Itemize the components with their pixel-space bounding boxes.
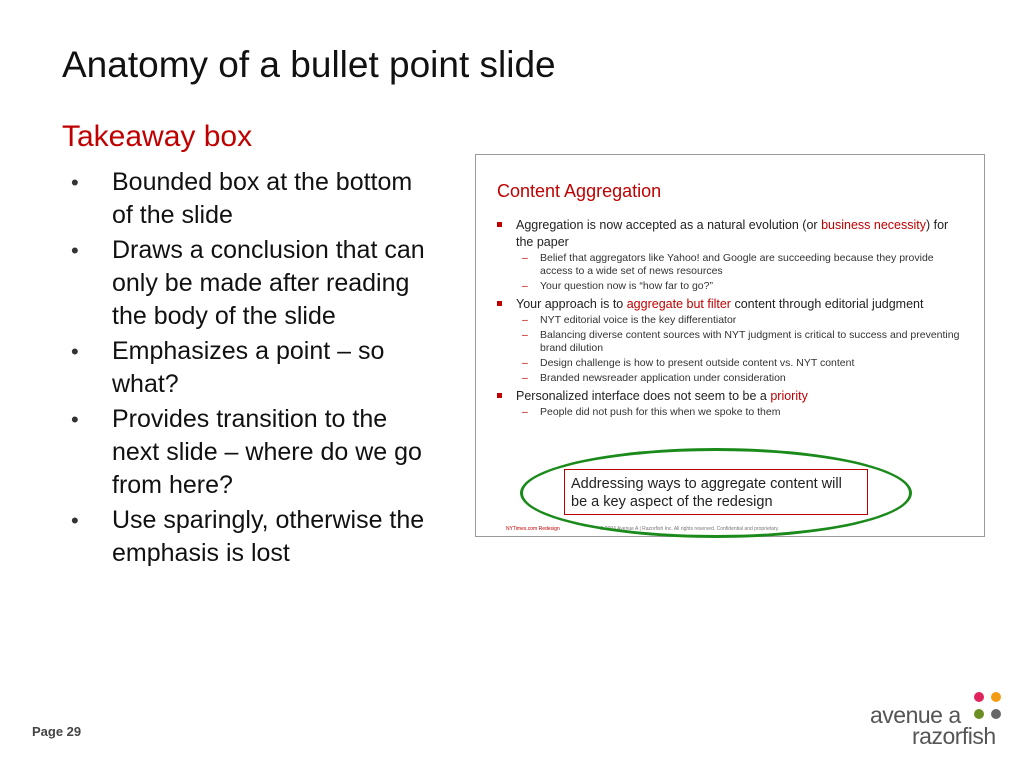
dash-icon: – xyxy=(522,372,528,384)
logo-dot xyxy=(991,692,1001,702)
bullet-text: Use sparingly, otherwise the emphasis is lost xyxy=(112,506,425,567)
thumbnail-highlight: aggregate but filter xyxy=(626,297,731,311)
thumbnail-bullet xyxy=(494,388,964,419)
dash-icon: – xyxy=(522,357,528,369)
bullet-item xyxy=(66,403,438,502)
bullet-text: Draws a conclusion that can only be made after reading the body of the slide xyxy=(112,236,425,330)
dash-icon: – xyxy=(522,280,528,292)
thumbnail-sub-bullet xyxy=(516,314,964,327)
bullet-icon: • xyxy=(71,407,79,432)
thumbnail-sub-text: Design challenge is how to present outside content vs. NYT content xyxy=(540,357,855,369)
square-bullet-icon xyxy=(497,301,502,306)
thumbnail-bullet xyxy=(494,217,964,293)
square-bullet-icon xyxy=(497,222,502,227)
thumbnail-sub-bullet xyxy=(516,357,964,370)
thumbnail-sub-bullet xyxy=(516,372,964,385)
thumbnail-bullet-text: ) for the paper xyxy=(516,218,949,249)
dash-icon: – xyxy=(522,314,528,326)
bullet-item xyxy=(66,166,438,232)
thumbnail-bullet-text: Your approach is to xyxy=(516,297,627,311)
thumbnail-footer-right: © 2004 Avenue A | Razorfish Inc. All rights reserved. Confidential and proprietary. xyxy=(599,526,780,532)
bullet-icon: • xyxy=(71,238,79,263)
dash-icon: – xyxy=(522,406,528,418)
thumbnail-sub-text: Belief that aggregators like Yahoo! and Google are succeeding because they provide access to a wide set of news resources xyxy=(540,252,934,277)
thumbnail-bullet-list xyxy=(494,217,964,422)
example-slide-thumbnail xyxy=(475,154,985,537)
thumbnail-sub-bullet xyxy=(516,252,964,278)
logo-dots-icon xyxy=(974,692,1004,722)
thumbnail-sub-list xyxy=(516,252,964,293)
dash-icon: – xyxy=(522,252,528,264)
logo-dot xyxy=(974,692,984,702)
dash-icon: – xyxy=(522,329,528,341)
thumbnail-footer xyxy=(506,526,779,532)
bullet-list xyxy=(66,166,438,572)
thumbnail-highlight: priority xyxy=(770,389,808,403)
slide-subtitle: Takeaway box xyxy=(62,120,253,153)
thumbnail-sub-bullet xyxy=(516,406,964,419)
takeaway-box: Addressing ways to aggregate content will be a key aspect of the redesign xyxy=(564,469,868,515)
thumbnail-bullet-text: content through editorial judgment xyxy=(730,297,924,311)
thumbnail-sub-list xyxy=(516,406,964,419)
bullet-text: Bounded box at the bottom of the slide xyxy=(112,168,413,229)
thumbnail-sub-text: People did not push for this when we spoke to them xyxy=(540,406,781,418)
logo-text-line2: razorfish xyxy=(912,723,996,749)
razorfish-logo xyxy=(868,690,1008,750)
page-number: Page 29 xyxy=(32,724,82,739)
logo-dot xyxy=(974,709,984,719)
thumbnail-sub-text: NYT editorial voice is the key differentiator xyxy=(540,314,737,326)
thumbnail-bullet xyxy=(494,296,964,385)
bullet-icon: • xyxy=(71,170,79,195)
bullet-item xyxy=(66,335,438,401)
bullet-item xyxy=(66,504,438,570)
slide-title: Anatomy of a bullet point slide xyxy=(62,44,556,85)
thumbnail-bullet-text: Aggregation is now accepted as a natural evolution (or xyxy=(516,218,822,232)
bullet-icon: • xyxy=(71,508,79,533)
bullet-icon: • xyxy=(71,339,79,364)
thumbnail-sub-text: Your question now is “how far to go?” xyxy=(540,280,713,292)
thumbnail-highlight: business necessity xyxy=(821,218,926,232)
thumbnail-title: Content Aggregation xyxy=(497,181,662,201)
thumbnail-bullet-text: Personalized interface does not seem to be a xyxy=(516,389,771,403)
square-bullet-icon xyxy=(497,393,502,398)
logo-dot xyxy=(991,709,1001,719)
bullet-item xyxy=(66,234,438,333)
bullet-text: Provides transition to the next slide – where do we go from here? xyxy=(112,405,422,499)
bullet-text: Emphasizes a point – so what? xyxy=(112,337,385,398)
thumbnail-sub-list xyxy=(516,314,964,385)
thumbnail-sub-text: Balancing diverse content sources with NYT judgment is critical to success and preventing brand dilution xyxy=(540,329,960,354)
thumbnail-footer-left: NYTimes.com Redesign xyxy=(506,526,560,532)
logo-text-line1: avenue a xyxy=(870,702,961,728)
thumbnail-sub-text: Branded newsreader application under consideration xyxy=(540,372,786,384)
thumbnail-sub-bullet xyxy=(516,280,964,293)
thumbnail-sub-bullet xyxy=(516,329,964,355)
